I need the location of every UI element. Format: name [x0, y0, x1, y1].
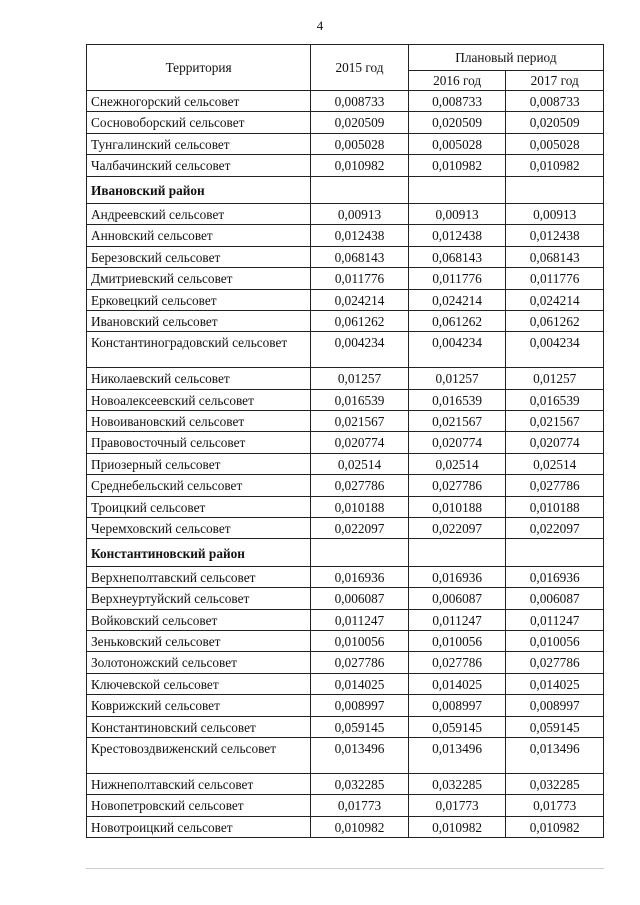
value-2016-cell: 0,006087: [408, 588, 506, 609]
value-2017-cell: 0,02514: [506, 453, 604, 474]
value-2017-cell: 0,068143: [506, 246, 604, 267]
empty-cell: [408, 176, 506, 203]
district-heading: Ивановский район: [87, 176, 311, 203]
value-2017-cell: 0,020509: [506, 112, 604, 133]
table-row: [87, 630, 604, 651]
value-2016-cell: 0,010982: [408, 155, 506, 176]
table-row: [87, 225, 604, 246]
value-2016-cell: 0,008997: [408, 695, 506, 716]
value-2015-cell: 0,014025: [311, 673, 409, 694]
territory-cell: Анновский сельсовет: [87, 225, 311, 246]
territory-cell: Приозерный сельсовет: [87, 453, 311, 474]
value-2017-cell: 0,061262: [506, 310, 604, 331]
territory-cell: Новоивановский сельсовет: [87, 411, 311, 432]
territory-cell: Ивановский сельсовет: [87, 310, 311, 331]
value-2017-cell: 0,005028: [506, 133, 604, 154]
empty-cell: [408, 539, 506, 566]
territory-cell: Дмитриевский сельсовет: [87, 268, 311, 289]
value-2017-cell: 0,016936: [506, 566, 604, 587]
value-2016-cell: 0,010188: [408, 496, 506, 517]
value-2017-cell: 0,010056: [506, 630, 604, 651]
territory-cell: Андреевский сельсовет: [87, 203, 311, 224]
territory-cell: Николаевский сельсовет: [87, 368, 311, 389]
value-2016-cell: 0,01257: [408, 368, 506, 389]
value-2015-cell: 0,006087: [311, 588, 409, 609]
territory-cell: Верхнеуртуйский сельсовет: [87, 588, 311, 609]
table-row: [87, 389, 604, 410]
value-2016-cell: 0,020509: [408, 112, 506, 133]
value-2015-cell: 0,020509: [311, 112, 409, 133]
value-2015-cell: 0,02514: [311, 453, 409, 474]
value-2015-cell: 0,021567: [311, 411, 409, 432]
value-2017-cell: 0,006087: [506, 588, 604, 609]
value-2016-cell: 0,010056: [408, 630, 506, 651]
value-2015-cell: 0,016539: [311, 389, 409, 410]
empty-cell: [311, 539, 409, 566]
value-2015-cell: 0,032285: [311, 773, 409, 794]
value-2015-cell: 0,011776: [311, 268, 409, 289]
table-row: [87, 695, 604, 716]
value-2015-cell: 0,01773: [311, 795, 409, 816]
table-row: [87, 737, 604, 773]
table-row: [87, 475, 604, 496]
value-2015-cell: 0,022097: [311, 518, 409, 539]
value-2016-cell: 0,005028: [408, 133, 506, 154]
value-2016-cell: 0,021567: [408, 411, 506, 432]
table-row: [87, 203, 604, 224]
value-2016-cell: 0,032285: [408, 773, 506, 794]
value-2016-cell: 0,061262: [408, 310, 506, 331]
table-row: [87, 91, 604, 112]
value-2015-cell: 0,061262: [311, 310, 409, 331]
table-row: [87, 453, 604, 474]
table-header: [87, 45, 604, 91]
value-2017-cell: 0,008733: [506, 91, 604, 112]
value-2016-cell: 0,027786: [408, 475, 506, 496]
territory-cell: Золотоножский сельсовет: [87, 652, 311, 673]
value-2017-cell: 0,032285: [506, 773, 604, 794]
table-row: [87, 588, 604, 609]
value-2015-cell: 0,004234: [311, 332, 409, 368]
territory-cell: Зеньковский сельсовет: [87, 630, 311, 651]
page-bottom-rule: [86, 868, 604, 869]
territory-cell: Крестовоздвиженский сельсовет: [87, 737, 311, 773]
value-2017-cell: 0,010982: [506, 155, 604, 176]
value-2016-cell: 0,02514: [408, 453, 506, 474]
territory-cell: Березовский сельсовет: [87, 246, 311, 267]
value-2015-cell: 0,008733: [311, 91, 409, 112]
value-2017-cell: 0,01257: [506, 368, 604, 389]
table-row: [87, 816, 604, 837]
territory-cell: Ключевской сельсовет: [87, 673, 311, 694]
value-2016-cell: 0,068143: [408, 246, 506, 267]
value-2015-cell: 0,068143: [311, 246, 409, 267]
territory-cell: Новоалексеевский сельсовет: [87, 389, 311, 410]
territory-cell: Черемховский сельсовет: [87, 518, 311, 539]
value-2016-cell: 0,022097: [408, 518, 506, 539]
value-2017-cell: 0,024214: [506, 289, 604, 310]
table-row: [87, 289, 604, 310]
value-2017-cell: 0,014025: [506, 673, 604, 694]
table-row: [87, 310, 604, 331]
header-year-2017: 2017 год: [506, 71, 604, 91]
value-2016-cell: 0,00913: [408, 203, 506, 224]
territory-cell: Среднебельский сельсовет: [87, 475, 311, 496]
table-row: [87, 795, 604, 816]
value-2017-cell: 0,022097: [506, 518, 604, 539]
territory-cell: Войковский сельсовет: [87, 609, 311, 630]
territory-cell: Чалбачинский сельсовет: [87, 155, 311, 176]
table-row: [87, 716, 604, 737]
value-2015-cell: 0,010982: [311, 155, 409, 176]
value-2017-cell: 0,010188: [506, 496, 604, 517]
value-2016-cell: 0,011247: [408, 609, 506, 630]
value-2015-cell: 0,020774: [311, 432, 409, 453]
territory-cell: Ерковецкий сельсовет: [87, 289, 311, 310]
table-row: [87, 518, 604, 539]
value-2016-cell: 0,01773: [408, 795, 506, 816]
territory-cell: Константиноградовский сельсовет: [87, 332, 311, 368]
table-row: [87, 411, 604, 432]
value-2017-cell: 0,004234: [506, 332, 604, 368]
value-2016-cell: 0,014025: [408, 673, 506, 694]
value-2017-cell: 0,021567: [506, 411, 604, 432]
value-2017-cell: 0,011247: [506, 609, 604, 630]
value-2016-cell: 0,011776: [408, 268, 506, 289]
value-2015-cell: 0,011247: [311, 609, 409, 630]
value-2016-cell: 0,016936: [408, 566, 506, 587]
table-row: [87, 368, 604, 389]
district-heading: Константиновский район: [87, 539, 311, 566]
value-2017-cell: 0,027786: [506, 652, 604, 673]
territory-cell: Новопетровский сельсовет: [87, 795, 311, 816]
territory-cell: Тунгалинский сельсовет: [87, 133, 311, 154]
territory-cell: Константиновский сельсовет: [87, 716, 311, 737]
section-row: [87, 176, 604, 203]
territory-cell: Сосновоборский сельсовет: [87, 112, 311, 133]
value-2015-cell: 0,027786: [311, 652, 409, 673]
territory-cell: Снежногорский сельсовет: [87, 91, 311, 112]
table-row: [87, 155, 604, 176]
value-2016-cell: 0,012438: [408, 225, 506, 246]
value-2015-cell: 0,010188: [311, 496, 409, 517]
territory-cell: Нижнеполтавский сельсовет: [87, 773, 311, 794]
section-row: [87, 539, 604, 566]
table-body: [87, 91, 604, 838]
empty-cell: [506, 539, 604, 566]
empty-cell: [311, 176, 409, 203]
value-2015-cell: 0,008997: [311, 695, 409, 716]
header-year-2015: 2015 год: [311, 45, 409, 91]
empty-cell: [506, 176, 604, 203]
value-2016-cell: 0,010982: [408, 816, 506, 837]
table-row: [87, 566, 604, 587]
territory-cell: Троицкий сельсовет: [87, 496, 311, 517]
table-row: [87, 112, 604, 133]
value-2017-cell: 0,020774: [506, 432, 604, 453]
table-row: [87, 496, 604, 517]
territory-cell: Новотроицкий сельсовет: [87, 816, 311, 837]
allocation-table: [86, 44, 604, 838]
value-2016-cell: 0,027786: [408, 652, 506, 673]
table-row: [87, 268, 604, 289]
value-2015-cell: 0,010056: [311, 630, 409, 651]
value-2016-cell: 0,020774: [408, 432, 506, 453]
table-row: [87, 652, 604, 673]
header-year-2016: 2016 год: [408, 71, 506, 91]
value-2015-cell: 0,024214: [311, 289, 409, 310]
value-2015-cell: 0,059145: [311, 716, 409, 737]
value-2015-cell: 0,016936: [311, 566, 409, 587]
value-2016-cell: 0,004234: [408, 332, 506, 368]
value-2015-cell: 0,010982: [311, 816, 409, 837]
value-2017-cell: 0,011776: [506, 268, 604, 289]
value-2017-cell: 0,008997: [506, 695, 604, 716]
value-2017-cell: 0,059145: [506, 716, 604, 737]
table-row: [87, 673, 604, 694]
territory-cell: Верхнеполтавский сельсовет: [87, 566, 311, 587]
value-2015-cell: 0,012438: [311, 225, 409, 246]
table-row: [87, 133, 604, 154]
value-2016-cell: 0,016539: [408, 389, 506, 410]
value-2017-cell: 0,027786: [506, 475, 604, 496]
value-2016-cell: 0,013496: [408, 737, 506, 773]
table-row: [87, 332, 604, 368]
header-planned-period: Плановый период: [408, 45, 603, 71]
value-2017-cell: 0,010982: [506, 816, 604, 837]
table-row: [87, 609, 604, 630]
value-2015-cell: 0,005028: [311, 133, 409, 154]
value-2016-cell: 0,008733: [408, 91, 506, 112]
value-2017-cell: 0,01773: [506, 795, 604, 816]
value-2015-cell: 0,013496: [311, 737, 409, 773]
header-territory: Территория: [87, 45, 311, 91]
value-2015-cell: 0,01257: [311, 368, 409, 389]
value-2015-cell: 0,00913: [311, 203, 409, 224]
value-2015-cell: 0,027786: [311, 475, 409, 496]
page-number: 4: [316, 18, 324, 33]
table-row: [87, 246, 604, 267]
territory-cell: Коврижский сельсовет: [87, 695, 311, 716]
value-2016-cell: 0,059145: [408, 716, 506, 737]
value-2017-cell: 0,012438: [506, 225, 604, 246]
value-2017-cell: 0,013496: [506, 737, 604, 773]
value-2016-cell: 0,024214: [408, 289, 506, 310]
table-row: [87, 773, 604, 794]
territory-cell: Правовосточный сельсовет: [87, 432, 311, 453]
value-2017-cell: 0,016539: [506, 389, 604, 410]
value-2017-cell: 0,00913: [506, 203, 604, 224]
table-row: [87, 432, 604, 453]
